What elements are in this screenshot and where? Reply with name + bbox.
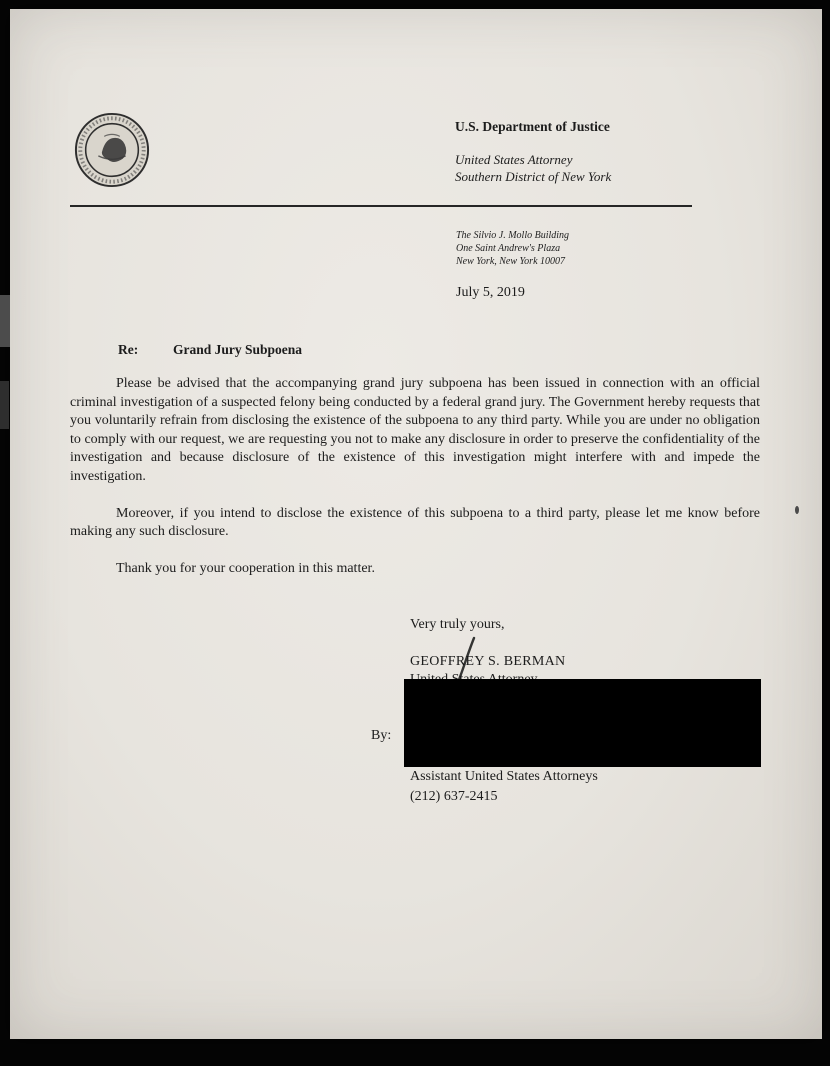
- scan-artifact-band: [0, 381, 9, 429]
- letterhead-divider: [70, 205, 692, 207]
- letter-page: [10, 9, 822, 1039]
- address-street: One Saint Andrew's Plaza: [456, 243, 561, 254]
- by-label: By:: [371, 728, 392, 743]
- letterhead-agency: U.S. Department of Justice: [455, 119, 610, 134]
- signer-name: GEOFFREY S. BERMAN: [410, 654, 566, 669]
- re-label: Re:: [118, 342, 139, 357]
- letter-date: July 5, 2019: [456, 285, 525, 300]
- sender-address: [456, 229, 569, 268]
- redaction-box: [404, 679, 761, 767]
- address-building: The Silvio J. Mollo Building: [456, 230, 570, 241]
- body-paragraph-2: Moreover, if you intend to disclose the existence of this subpoena to a third party, please let me know before making any such disclosure.: [70, 505, 760, 540]
- re-subject: Grand Jury Subpoena: [173, 342, 303, 357]
- subject-line: [118, 342, 302, 358]
- doj-seal-icon: [73, 111, 151, 189]
- address-city: New York, New York 10007: [456, 256, 566, 267]
- signer-phone: (212) 637-2415: [410, 789, 498, 804]
- scan-artifact-dot: [795, 506, 799, 514]
- letterhead-office: United States Attorney: [455, 152, 573, 167]
- signer-role: Assistant United States Attorneys: [410, 769, 598, 784]
- body-paragraph-3: Thank you for your cooperation in this matter.: [116, 560, 375, 576]
- valediction: Very truly yours,: [410, 617, 505, 632]
- scan-artifact-band: [0, 295, 10, 347]
- letter-body: [70, 375, 760, 596]
- body-paragraph-1: Please be advised that the accompanying grand jury subpoena has been issued in connection with an official criminal investigation of a suspected felony being conducted by a federal grand jury. The Government hereby requests that you voluntarily refrain from disclosing the existence of the subpoena to any third party. While you are under no obligation to comply with our request, we are requesting you not to make any disclosure in order to preserve the confidentiality of the investigation and because disclosure of the existence of this investigation might interfere with and impede the investigation.: [70, 376, 760, 484]
- letterhead-district: Southern District of New York: [455, 169, 612, 184]
